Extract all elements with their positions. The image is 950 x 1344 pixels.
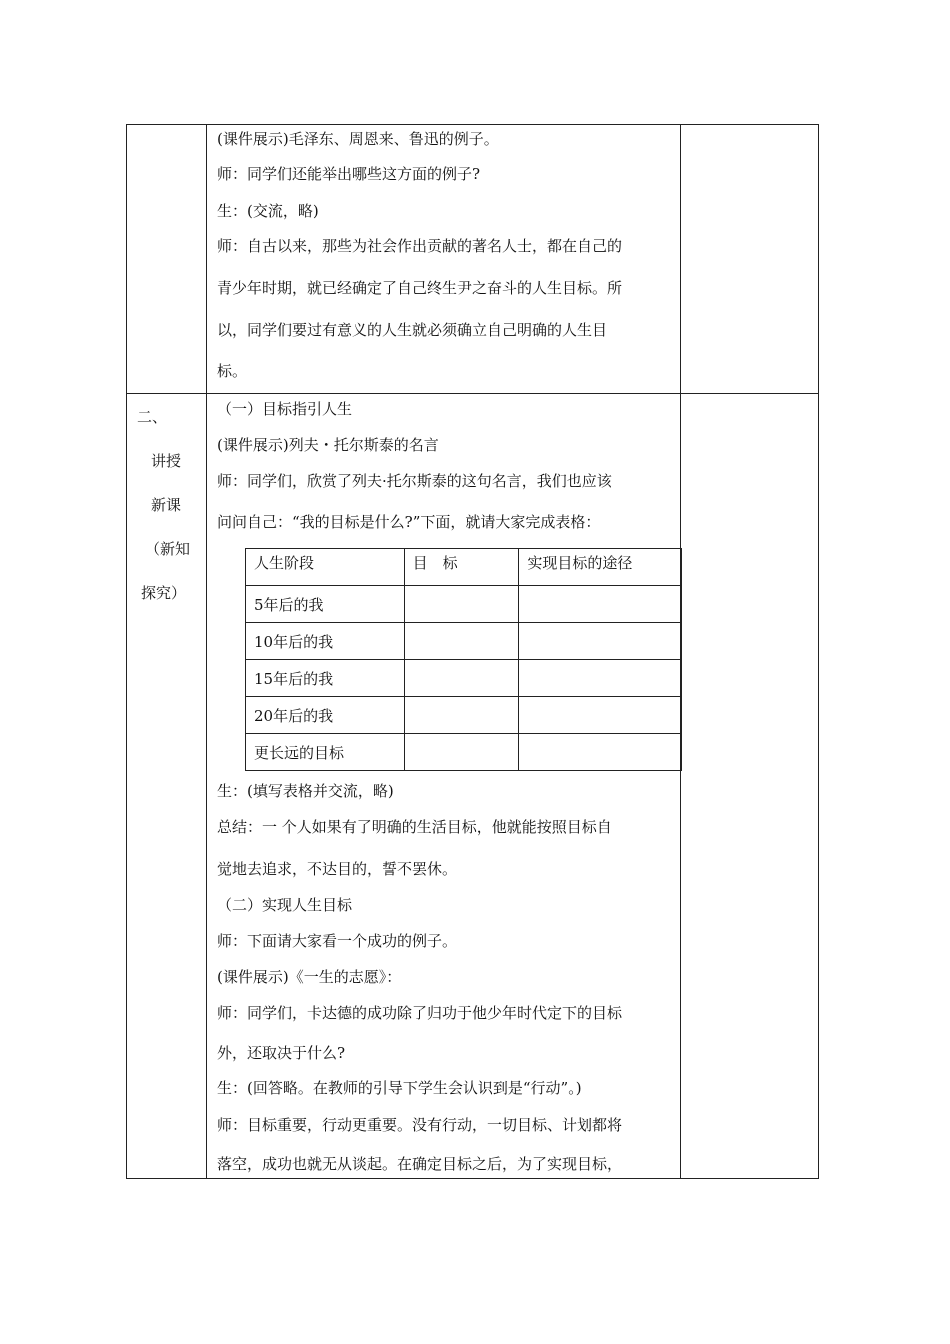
goal-table-path-cell[interactable] [519, 623, 682, 660]
top-line-3: 生：(交流，略) [217, 202, 319, 220]
top-line-5: 青少年时期，就已经确定了自己终生尹之奋斗的人生目标。所 [217, 279, 623, 297]
goal-table-goal-cell[interactable] [404, 660, 519, 697]
goal-table-stage: 20年后的我 [246, 697, 405, 734]
goal-table-row [246, 734, 682, 771]
goal-table-row [246, 586, 682, 623]
top-line-4: 师：自古以来，那些为社会作出贡献的著名人士，都在自己的 [217, 237, 623, 255]
column-divider-left [206, 125, 207, 1178]
section-label-1: 讲授 [151, 452, 182, 470]
after-line-3: 觉地去追求，不达目的，誓不罢休。 [217, 860, 458, 878]
goal-table-row [246, 623, 682, 660]
goal-table-path-cell[interactable] [519, 586, 682, 623]
goal-table-path-cell[interactable] [519, 660, 682, 697]
goal-table-row [246, 660, 682, 697]
goal-table-header: 实现目标的途径 [519, 549, 682, 586]
after-line-7: 师：同学们，卡达德的成功除了归功于他少年时代定下的目标 [217, 1004, 623, 1022]
lesson-plan-table [126, 124, 819, 1179]
section-label-3: （新知 [145, 540, 191, 558]
section-label-2: 新课 [151, 496, 182, 514]
goal-table-stage: 更长远的目标 [246, 734, 405, 771]
subheading-1: （一）目标指引人生 [217, 400, 353, 418]
goal-table-path-cell[interactable] [519, 697, 682, 734]
after-line-6: (课件展示)《一生的志愿》： [217, 968, 402, 986]
goal-table-goal-cell[interactable] [404, 697, 519, 734]
after-line-10: 师：目标重要，行动更重要。没有行动，一切目标、计划都将 [217, 1116, 623, 1134]
goal-table-header: 人生阶段 [246, 549, 405, 586]
section-number: 二、 [137, 408, 168, 426]
goal-table-goal-cell[interactable] [404, 586, 519, 623]
goal-table-goal-cell[interactable] [404, 734, 519, 771]
goal-table-path-cell[interactable] [519, 734, 682, 771]
after-line-5: 师：下面请大家看一个成功的例子。 [217, 932, 458, 950]
after-line-9: 生：(回答略。在教师的引导下学生会认识到是“行动”。) [217, 1079, 582, 1097]
goal-table-stage: 5年后的我 [246, 586, 405, 623]
row-divider [127, 393, 818, 394]
goal-table-header: 目 标 [404, 549, 519, 586]
after-line-8: 外，还取决于什么? [217, 1044, 346, 1062]
before-line-4: 问问自己：“我的目标是什么?”下面，就请大家完成表格： [217, 513, 601, 531]
top-line-1: (课件展示)毛泽东、周恩来、鲁迅的例子。 [217, 130, 499, 148]
goal-table-stage: 15年后的我 [246, 660, 405, 697]
goal-table [245, 548, 682, 771]
subheading-2: （二）实现人生目标 [217, 896, 353, 914]
after-line-11: 落空，成功也就无从谈起。在确定目标之后，为了实现目标， [217, 1155, 623, 1173]
top-line-6: 以，同学们要过有意义的人生就必须确立自己明确的人生目 [217, 321, 608, 339]
before-line-2: (课件展示)列夫・托尔斯泰的名言 [217, 436, 439, 454]
after-line-1: 生：(填写表格并交流，略) [217, 782, 394, 800]
goal-table-stage: 10年后的我 [246, 623, 405, 660]
section-label-4: 探究） [141, 584, 187, 602]
goal-table-header-row [246, 549, 682, 586]
goal-table-row [246, 697, 682, 734]
before-line-3: 师：同学们，欣赏了列夫·托尔斯泰的这句名言，我们也应该 [217, 472, 612, 490]
goal-table-goal-cell[interactable] [404, 623, 519, 660]
after-line-2: 总结：一 个人如果有了明确的生活目标，他就能按照目标自 [217, 818, 612, 836]
top-line-2: 师：同学们还能举出哪些这方面的例子? [217, 165, 481, 183]
top-line-7: 标。 [217, 362, 248, 380]
